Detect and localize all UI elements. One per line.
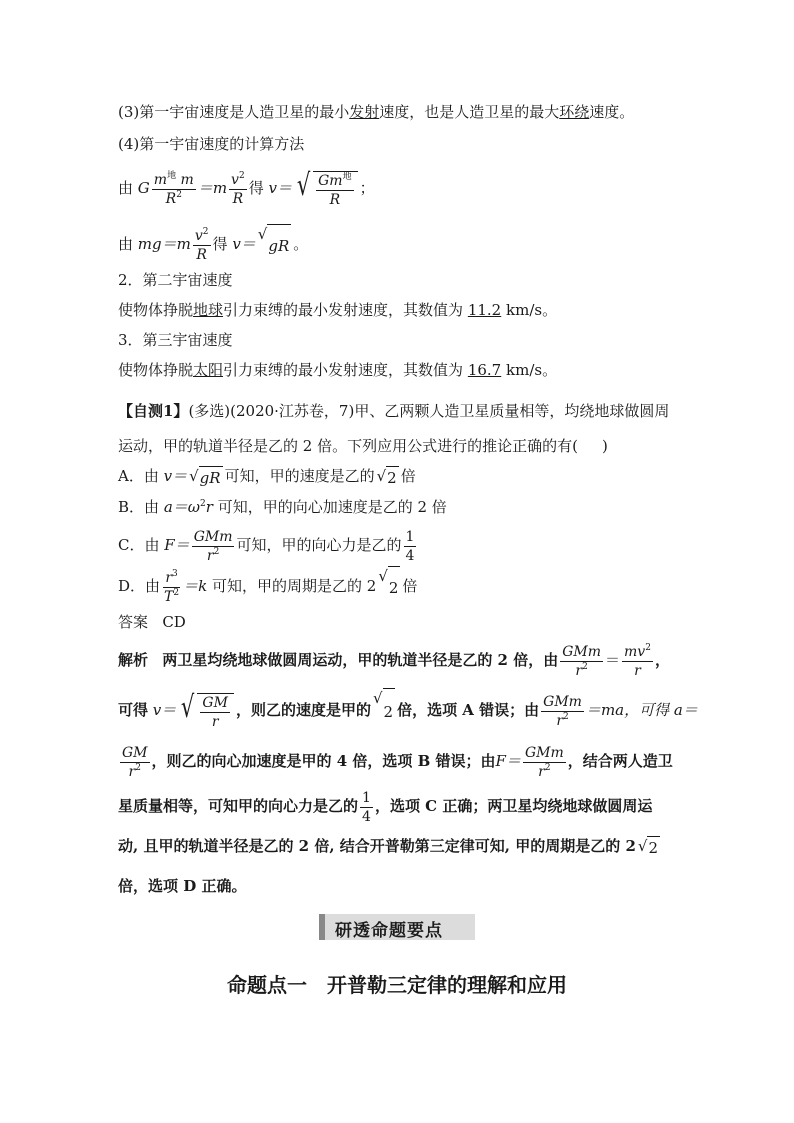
superscript: 2: [200, 499, 206, 509]
text: 可知，甲的周期是乙的 2: [211, 577, 377, 595]
math-symbol: GMm: [193, 528, 233, 545]
fraction: [192, 529, 235, 564]
section-title: 命题点一 开普勒三定律的理解和应用: [227, 973, 567, 997]
fraction: [360, 790, 373, 825]
answer-value: CD: [162, 613, 186, 631]
sqrt: [178, 689, 234, 730]
text: 3．第三宇宙速度: [118, 331, 233, 349]
text: D．由: [118, 577, 161, 595]
math-symbol: gR: [267, 224, 291, 266]
text: km/s。: [506, 361, 558, 379]
math-symbol: v: [194, 227, 203, 244]
math-symbol: ＝m: [197, 179, 228, 197]
text: (多选)(2020·江苏卷，7)甲、乙两颗人造卫星质量相等，均绕地球做圆周: [188, 402, 670, 420]
sqrt: [294, 167, 358, 208]
math-symbol: v＝: [152, 701, 177, 719]
math-symbol: m: [153, 171, 168, 188]
text: 。: [293, 235, 309, 253]
analysis-line-3: [118, 740, 673, 782]
radical-sign: √: [378, 567, 388, 585]
section-heading: 研透命题要点: [335, 921, 443, 941]
text: ，选项 C 正确；两卫星均绕地球做圆周运: [374, 797, 653, 815]
fraction: [200, 695, 230, 730]
math-symbol: G: [137, 179, 150, 197]
line-first-cosmic-3: [118, 102, 634, 122]
analysis-line-5: [118, 836, 662, 858]
math-symbol: ＝k: [183, 577, 208, 595]
math-symbol: r: [556, 712, 564, 729]
formula-line-2: [118, 224, 308, 266]
heading-second-cosmic: [118, 270, 233, 290]
math-number: 1: [405, 528, 415, 545]
fraction: [560, 644, 603, 679]
math-symbol: F＝: [495, 752, 521, 770]
math-symbol: r: [128, 763, 136, 780]
text: 倍: [402, 577, 418, 595]
math-number: 4: [405, 547, 415, 564]
text: 得: [248, 179, 264, 197]
text: 使物体挣脱: [118, 361, 194, 379]
sqrt: [378, 566, 400, 608]
text: 使物体挣脱: [118, 301, 194, 319]
section-heading-box: [319, 914, 475, 940]
math-symbol: R: [165, 190, 177, 207]
sqrt: [638, 836, 660, 858]
sqrt: [373, 688, 395, 734]
quiz-line-2: [118, 436, 608, 456]
text: 两卫星均绕地球做圆周运动，甲的轨道半径是乙的 2 倍，由: [162, 651, 559, 669]
text: 运动，甲的轨道半径是乙的 2 倍。下列应用公式进行的推论正确的有(: [118, 437, 578, 455]
math-number: 4: [362, 808, 371, 825]
math-symbol: ＝ma，可得 a＝: [585, 701, 698, 719]
analysis-line-2: [118, 688, 698, 734]
fraction: [193, 228, 211, 263]
fraction: [152, 172, 196, 207]
underlined-text: 发射: [349, 103, 380, 121]
superscript: 2: [582, 661, 588, 672]
superscript: 2: [176, 189, 182, 200]
math-symbol: T: [164, 588, 174, 605]
underlined-text: 地球: [193, 301, 224, 319]
math-symbol: r: [206, 547, 214, 564]
superscript: 地: [167, 170, 177, 181]
fraction: [229, 172, 247, 207]
math-symbol: v: [231, 171, 239, 188]
text: 可知，甲的向心力是乙的: [236, 536, 402, 554]
math-symbol: R: [196, 246, 207, 263]
text: 倍，选项 D 正确。: [118, 877, 247, 895]
heading-bar: [319, 914, 325, 940]
text: ，则乙的向心加速度是甲的 4 倍，选项 B 错误；由: [151, 752, 496, 770]
radical-sign: √: [181, 689, 195, 725]
text: C．由: [118, 536, 160, 554]
sqrt: [377, 466, 399, 488]
sqrt: [189, 466, 222, 488]
math-number: 2: [647, 836, 660, 858]
text: 倍，选项 A 错误；由: [397, 701, 540, 719]
radical-sign: √: [257, 225, 268, 243]
text: 由: [118, 235, 134, 253]
math-symbol: r: [211, 713, 219, 730]
text: 引力束缚的最小发射速度，其数值为: [223, 301, 464, 319]
underlined-value: 16.7: [467, 361, 502, 379]
underlined-value: 11.2: [467, 301, 502, 319]
math-number: 1: [362, 789, 371, 806]
text: 星质量相等，可知甲的向心力是乙的: [118, 797, 359, 815]
text: B．由: [118, 498, 160, 516]
math-symbol: r: [205, 498, 213, 516]
option-b: [118, 497, 447, 517]
math-symbol: mv: [624, 643, 646, 660]
analysis-label: 解析: [118, 651, 149, 669]
math-symbol: GM: [202, 694, 228, 711]
math-symbol: GMm: [543, 693, 582, 710]
math-symbol: m: [180, 171, 194, 188]
line-second-cosmic: [118, 300, 557, 320]
fraction: [404, 529, 417, 564]
sqrt: [258, 224, 291, 266]
analysis-line-1: [118, 640, 670, 680]
formula-line-1: [118, 166, 375, 210]
superscript: 2: [202, 226, 209, 237]
quiz-line-1: [118, 401, 669, 421]
math-symbol: v＝: [268, 179, 292, 197]
text: 2．第二宇宙速度: [118, 271, 233, 289]
line-first-cosmic-4: [118, 134, 304, 154]
math-symbol: R: [329, 191, 341, 208]
radical-sign: √: [296, 167, 311, 203]
text: ；: [359, 179, 375, 197]
text: 由: [118, 179, 134, 197]
text: 可得: [118, 701, 149, 719]
math-symbol: F＝: [164, 536, 190, 554]
superscript: 2: [645, 642, 651, 653]
option-c: [118, 525, 418, 565]
math-symbol: Gm: [318, 172, 343, 189]
option-d: [118, 566, 417, 608]
fraction: [120, 745, 150, 780]
text: (4)第一宇宙速度的计算方法: [118, 135, 305, 153]
answer-line: [118, 612, 186, 632]
radical-sign: √: [637, 837, 648, 855]
math-number: 2: [386, 466, 399, 488]
superscript: 2: [135, 762, 141, 773]
radical-sign: √: [372, 689, 383, 707]
text: 可知，甲的向心加速度是乙的 2 倍: [217, 498, 447, 516]
fraction: [316, 173, 353, 208]
superscript: 3: [172, 568, 178, 579]
underlined-text: 太阳: [193, 361, 224, 379]
superscript: 2: [173, 587, 180, 598]
superscript: 2: [563, 711, 569, 722]
fraction: [523, 745, 566, 780]
analysis-line-6: [118, 876, 246, 896]
radical-sign: √: [376, 467, 387, 485]
text: A．由: [118, 467, 159, 485]
math-symbol: GMm: [562, 643, 602, 660]
line-third-cosmic: [118, 360, 557, 380]
text: 得: [212, 235, 228, 253]
fraction: [541, 694, 584, 729]
text: ，结合两人造卫: [567, 752, 673, 770]
math-symbol: r: [165, 569, 173, 586]
analysis-line-4: [118, 786, 652, 826]
answer-label: 答案: [118, 613, 149, 631]
math-number: 2: [383, 688, 396, 734]
superscript: 2: [238, 170, 245, 181]
option-a: [118, 466, 416, 488]
fraction: [622, 644, 653, 679]
math-symbol: gR: [199, 466, 223, 488]
text: ，: [654, 651, 670, 669]
text: 倍: [400, 467, 416, 485]
math-symbol: r: [538, 763, 545, 780]
text: 动, 且甲的轨道半径是乙的 2 倍, 结合开普勒第三定律可知, 甲的周期是乙的 2: [118, 837, 636, 855]
radical-sign: √: [189, 467, 199, 485]
text: ，则乙的速度是甲的: [235, 701, 371, 719]
math-symbol: v＝: [163, 467, 188, 485]
math-symbol: v＝: [232, 235, 256, 253]
quiz-tag: 【自测1】: [118, 402, 189, 420]
math-symbol: GMm: [524, 744, 564, 761]
superscript: 地: [342, 171, 352, 182]
math-symbol: mg＝m: [137, 235, 191, 253]
text: 可知，甲的速度是乙的: [224, 467, 375, 485]
heading-third-cosmic: [118, 330, 233, 350]
fraction: [162, 570, 181, 605]
math-number: 2: [388, 566, 401, 608]
text: 速度。: [589, 103, 635, 121]
math-symbol: r: [575, 662, 583, 679]
text: ): [601, 437, 608, 455]
math-symbol: R: [232, 190, 244, 207]
superscript: 2: [544, 762, 551, 773]
text: 速度，也是人造卫星的最大: [379, 103, 560, 121]
math-symbol: a＝ω: [163, 498, 200, 516]
math-symbol: ＝: [605, 651, 621, 669]
underlined-text: 环绕: [559, 103, 590, 121]
superscript: 2: [213, 546, 220, 557]
text: 引力束缚的最小发射速度，其数值为: [223, 361, 464, 379]
text: (3)第一宇宙速度是人造卫星的最小: [118, 103, 350, 121]
math-symbol: r: [634, 662, 641, 679]
math-symbol: GM: [122, 744, 148, 761]
text: km/s。: [506, 301, 558, 319]
